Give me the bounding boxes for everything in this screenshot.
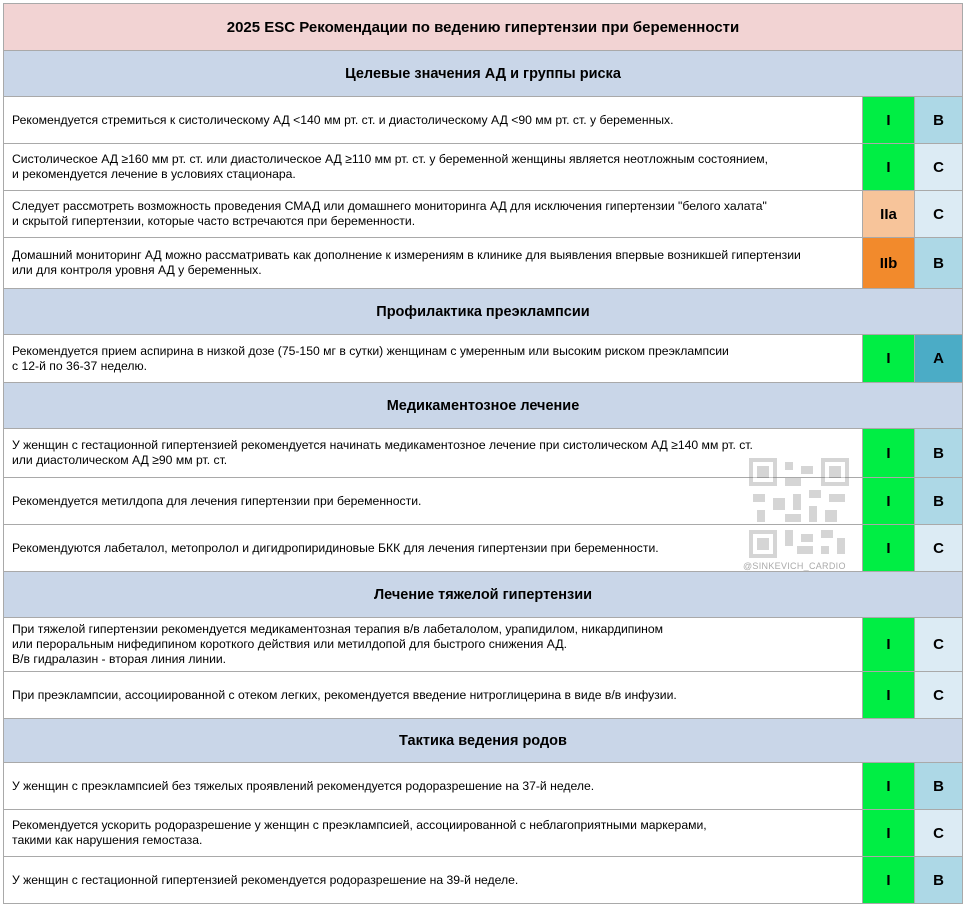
recommendation-row <box>3 191 963 238</box>
recommendation-row <box>3 618 963 672</box>
class-badge: I <box>863 810 915 856</box>
level-badge: C <box>915 525 962 571</box>
recommendation-row <box>3 763 963 810</box>
table-title-text: 2025 ESC Рекомендации по ведению гипертензии при беременности <box>226 18 740 36</box>
level-badge: B <box>915 763 962 809</box>
class-badge: IIa <box>863 191 915 237</box>
recommendations-table <box>3 3 963 904</box>
recommendation-row <box>3 672 963 719</box>
section-header <box>3 719 963 763</box>
level-badge: C <box>915 191 962 237</box>
section-title: Профилактика преэклампсии <box>376 303 590 320</box>
section-header <box>3 383 963 429</box>
level-badge: C <box>915 618 962 671</box>
level-badge: B <box>915 97 962 143</box>
level-badge: B <box>915 238 962 288</box>
section-title: Лечение тяжелой гипертензии <box>373 586 593 603</box>
recommendation-row <box>3 97 963 144</box>
level-badge: B <box>915 429 962 477</box>
recommendation-row <box>3 810 963 857</box>
class-badge: I <box>863 618 915 671</box>
level-badge: A <box>915 335 962 382</box>
class-badge: I <box>863 763 915 809</box>
recommendation-text: Домашний мониторинг АД можно рассматривать как дополнение к измерениям в клинике для выявления впервые возникшей гипертензии или для контроля уровня АД у беременных. <box>4 238 863 288</box>
section-title: Целевые значения АД и группы риска <box>345 65 621 82</box>
recommendation-text: Систолическое АД ≥160 мм рт. ст. или диастолическое АД ≥110 мм рт. ст. у беременной женщины является неотложным состоянием, и рекомендуется лечение в условиях стационара. <box>4 144 863 190</box>
section-header <box>3 289 963 335</box>
section-title: Медикаментозное лечение <box>386 397 580 414</box>
qr-code-icon <box>749 458 849 558</box>
recommendation-text: При преэклампсии, ассоциированной с отеком легких, рекомендуется введение нитроглицерина в виде в/в инфузии. <box>4 672 863 718</box>
level-badge: B <box>915 857 962 903</box>
class-badge: I <box>863 97 915 143</box>
level-badge: B <box>915 478 962 524</box>
recommendation-text: Рекомендуется прием аспирина в низкой дозе (75-150 мг в сутки) женщинам с умеренным или высоким риском преэклампсии с 12-й по 36-37 неделю. <box>4 335 863 382</box>
class-badge: I <box>863 525 915 571</box>
class-badge: I <box>863 429 915 477</box>
class-badge: I <box>863 144 915 190</box>
recommendation-text: Рекомендуются лабеталол, метопролол и дигидропиридиновые БКК для лечения гипертензии при беременности. <box>4 525 863 571</box>
level-badge: C <box>915 144 962 190</box>
recommendation-text: Следует рассмотреть возможность проведения СМАД или домашнего мониторинга АД для исключения гипертензии "белого халата" и скрытой гипертензии, которые часто встречаются при беременности. <box>4 191 863 237</box>
recommendation-text: Рекомендуется ускорить родоразрешение у женщин с преэклампсией, ассоциированной с неблагоприятными маркерами, такими как нарушения гемостаза. <box>4 810 863 856</box>
level-badge: C <box>915 810 962 856</box>
recommendation-row <box>3 857 963 904</box>
recommendation-text: У женщин с гестационной гипертензией рекомендуется начинать медикаментозное лечение при систолическом АД ≥140 мм рт. ст. или диастолическом АД ≥90 мм рт. ст. <box>4 429 863 477</box>
recommendation-row <box>3 335 963 383</box>
recommendation-text: Рекомендуется стремиться к систолическому АД <140 мм рт. ст. и диастолическому АД <90 мм рт. ст. у беременных. <box>4 97 863 143</box>
section-title: Тактика ведения родов <box>399 732 567 749</box>
recommendation-text: Рекомендуется метилдопа для лечения гипертензии при беременности. <box>4 478 863 524</box>
table-title <box>3 3 963 51</box>
level-badge: C <box>915 672 962 718</box>
class-badge: I <box>863 672 915 718</box>
class-badge: I <box>863 857 915 903</box>
recommendation-row <box>3 144 963 191</box>
section-header <box>3 51 963 97</box>
recommendation-row <box>3 238 963 289</box>
recommendation-text: У женщин с преэклампсией без тяжелых проявлений рекомендуется родоразрешение на 37-й неделе. <box>4 763 863 809</box>
watermark-handle: @SINKEVICH_CARDIO <box>743 561 846 571</box>
recommendation-text: При тяжелой гипертензии рекомендуется медикаментозная терапия в/в лабеталолом, урапидилом, никардипином или пероральным нифедипином короткого действия или метилдопой для быстрого снижения АД. В/в гидралазин - вторая линия линии. <box>4 618 863 671</box>
class-badge: I <box>863 478 915 524</box>
section-header <box>3 572 963 618</box>
class-badge: IIb <box>863 238 915 288</box>
class-badge: I <box>863 335 915 382</box>
recommendation-text: У женщин с гестационной гипертензией рекомендуется родоразрешение на 39-й неделе. <box>4 857 863 903</box>
